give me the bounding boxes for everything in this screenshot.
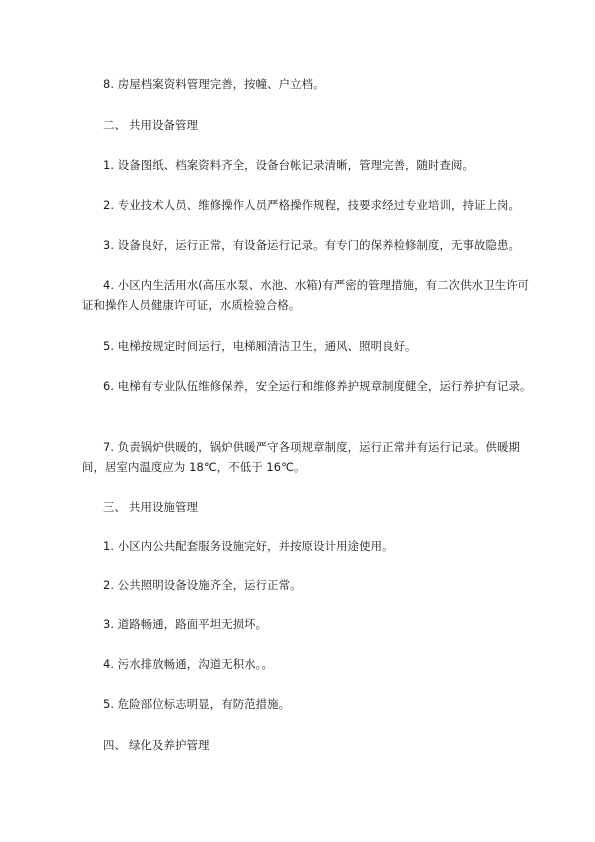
section-title: 共用设施管理: [129, 500, 198, 514]
section-number: 四、: [103, 738, 126, 752]
section-2-item-7: 7. 负责锅炉供暖的，锅炉供暖严守各项规章制度，运行正常并有运行记录。供暖期间，居室内温度应为 18℃，不低于 16℃。: [82, 440, 520, 474]
section-heading-2: [103, 115, 198, 135]
item-8: 8. 房屋档案资料管理完善，按幢、户立档。: [103, 77, 325, 91]
section-3-item-2: 2. 公共照明设备设施齐全，运行正常。: [103, 578, 302, 592]
section-3-item-1: 1. 小区内公共配套服务设施完好，并按原设计用途使用。: [103, 539, 394, 553]
section-3-item-5: 5. 危险部位标志明显，有防范措施。: [103, 697, 291, 711]
section-3-item-3: 3. 道路畅通，路面平坦无损坏。: [103, 617, 268, 631]
section-number: 三、: [103, 500, 126, 514]
section-heading-3: [103, 497, 198, 517]
section-heading-4: [103, 735, 209, 755]
section-title: 共用设备管理: [129, 118, 198, 132]
section-3-item-4: 4. 污水排放畅通，沟道无积水。。: [103, 657, 273, 671]
section-2-item-3: 3. 设备良好，运行正常，有设备运行记录。有专门的保养检修制度，无事故隐患。: [103, 238, 520, 252]
section-2-item-5: 5. 电梯按规定时间运行，电梯厢清洁卫生，通风、照明良好。: [103, 339, 417, 353]
section-number: 二、: [103, 118, 126, 132]
section-title: 绿化及养护管理: [129, 738, 210, 752]
section-2-item-2: 2. 专业技术人员、维修操作人员严格操作规程，技要求经过专业培训，持证上岗。: [103, 198, 520, 212]
section-2-item-4: 4. 小区内生活用水(高压水泵、水池、水箱)有严密的管理措施，有二次供水卫生许可证和操作人员健康许可证，水质检验合格。: [82, 278, 530, 312]
section-2-item-6: 6. 电梯有专业队伍维修保养，安全运行和维修养护规章制度健全，运行养护有记录。: [103, 379, 532, 393]
section-2-item-1: 1. 设备图纸、档案资料齐全，设备台帐记录清晰，管理完善，随时查阅。: [103, 158, 474, 172]
